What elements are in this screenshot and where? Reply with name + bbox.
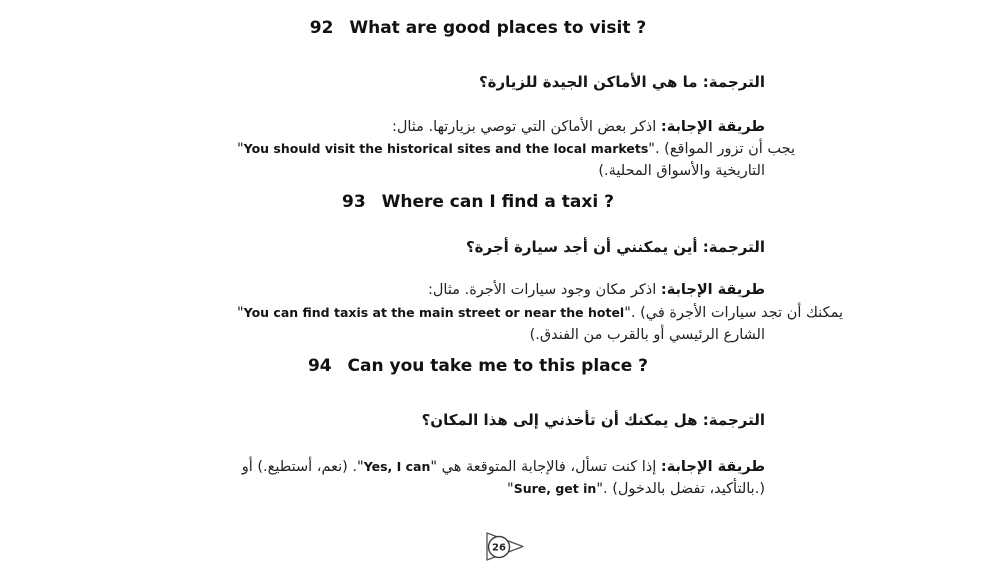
quote-mark: " (237, 141, 244, 157)
answer-94-english-2: Sure, get in (513, 481, 597, 496)
example-93-arabic-start: ". (يمكنك أن تجد سيارات الأجرة في (624, 305, 844, 321)
example-92-line-2 (237, 160, 765, 182)
question-93-text: Where can I find a taxi ? (381, 192, 614, 212)
arrow-marker-icon (477, 528, 529, 564)
translation-93-line (237, 236, 765, 258)
method-label: طريقة الإجابة: (660, 459, 765, 475)
quote-mark: " (237, 305, 244, 321)
answer-94-english-1: Yes, I can (363, 459, 431, 474)
method-label: طريقة الإجابة: (660, 119, 765, 135)
question-94-number: 94 (307, 356, 332, 376)
answer-94-arabic-mid: ". (نعم، أستطيع.) أو (241, 459, 364, 475)
question-92-text: What are good places to visit ? (349, 18, 647, 38)
translation-text: ما هي الأماكن الجيدة للزيارة؟ (478, 73, 703, 91)
page-number-text: 26 (492, 542, 506, 554)
answer-94-line-1 (237, 456, 765, 478)
answer-94-line-2 (237, 478, 765, 500)
answer-94-arabic-end: ". (بالتأكيد، تفضل بالدخول.) (596, 481, 765, 497)
example-93-arabic-end: الشارع الرئيسي أو بالقرب من الفندق.) (529, 327, 765, 343)
example-93-english: You can find taxis at the main street or near the hotel (243, 305, 625, 320)
translation-label: الترجمة: (702, 73, 765, 91)
method-intro-text: اذكر مكان وجود سيارات الأجرة. مثال: (428, 282, 661, 298)
example-92-arabic-start: ". (يجب أن تزور المواقع (648, 141, 796, 157)
quote-mark: " (507, 481, 514, 497)
question-93-heading (208, 190, 748, 214)
translation-94-line (237, 409, 765, 431)
question-93-number: 93 (342, 192, 366, 212)
answer-94-arabic-pre: إذا كنت تسأل، فالإجابة المتوقعة هي " (430, 459, 661, 475)
method-92-line (237, 116, 765, 138)
question-94-heading (208, 354, 748, 378)
method-label: طريقة الإجابة: (660, 282, 765, 298)
example-92-arabic-end: التاريخية والأسواق المحلية.) (598, 163, 765, 179)
question-94-text: Can you take me to this place ? (347, 356, 649, 376)
example-93-line-1 (237, 302, 844, 324)
method-intro-text: اذكر بعض الأماكن التي توصي بزيارتها. مثال: (391, 119, 661, 135)
example-93-line-2 (237, 324, 765, 346)
question-92-number: 92 (309, 18, 334, 38)
translation-label: الترجمة: (702, 238, 765, 256)
example-92-english: You should visit the historical sites and the local markets (243, 141, 649, 156)
question-92-heading (208, 16, 748, 40)
page-number-badge (477, 528, 529, 564)
translation-label: الترجمة: (702, 411, 765, 429)
method-93-line (237, 279, 765, 301)
translation-92-line (237, 71, 765, 93)
example-92-line-1 (237, 138, 796, 160)
translation-text: أين يمكنني أن أجد سيارة أجرة؟ (465, 238, 703, 256)
translation-text: هل يمكنك أن تأخذني إلى هذا المكان؟ (421, 411, 703, 429)
